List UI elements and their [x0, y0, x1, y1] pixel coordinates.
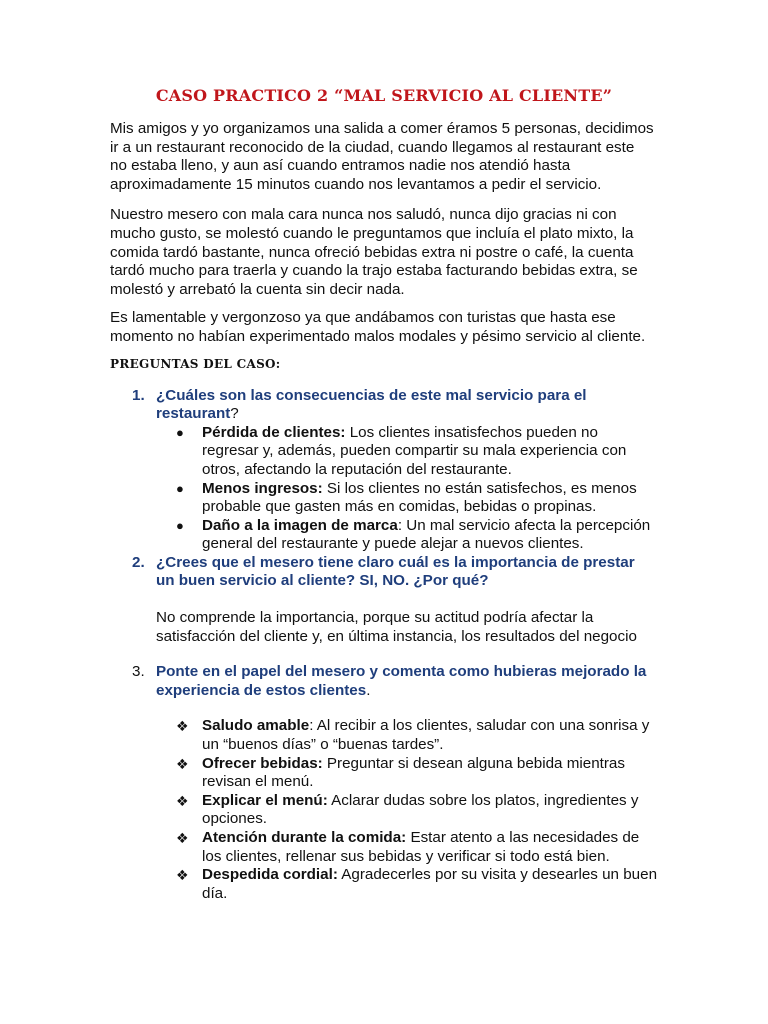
item-label: Despedida cordial: [202, 866, 338, 884]
question-tail: . [366, 681, 371, 699]
waiter-paragraph: Nuestro mesero con mala cara nunca nos saludó, nunca dijo gracias ni con mucho gusto, se molestó cuando le preguntamos que incluía el plato mixto, la comida tardó bastante, nunca ofreció bebidas extra ni postre o café, la cuenta tardó mucho para traerla y cuando la trajo estaba facturando bebidas extra, se molestó y arrebató la cuenta sin decir nada. [110, 206, 638, 298]
question-number: 2. [132, 553, 145, 571]
diamond-bullet-icon: ❖ [176, 718, 189, 735]
list-item [176, 479, 657, 517]
item-label: Ofrecer bebidas: [202, 754, 323, 772]
list-item [176, 423, 657, 480]
question-text: ¿Cuáles son las consecuencias de este mal servicio para el restaurant [156, 386, 587, 423]
question-text: ¿Crees que el mesero tiene claro cuál es la importancia de prestar un buen servicio al cliente? SI, NO. ¿Por qué? [156, 553, 635, 590]
question-3 [132, 663, 656, 700]
list-item [176, 754, 657, 792]
bullet-icon: ● [176, 424, 184, 440]
item-text: Estar atento a las necesidades de los clientes, rellenar sus bebidas y verificar si todo está bien. [202, 829, 640, 865]
list-item [176, 717, 657, 754]
item-label: Saludo amable [202, 717, 310, 735]
diamond-bullet-icon: ❖ [176, 792, 189, 809]
item-text: Preguntar si desean alguna bebida mientras revisan el menú. [202, 754, 625, 791]
question-text: Ponte en el papel del mesero y comenta como hubieras mejorado la experiencia de estos clientes [156, 663, 647, 699]
question-1-bullets [0, 424, 768, 554]
item-text: : Al recibir a los clientes, saludar con una sonrisa y un “buenos días” o “buenas tardes”. [202, 717, 650, 754]
item-text: : Un mal servicio afecta la percepción general del restaurante y puede alejar a nuevos clientes. [202, 516, 651, 553]
item-label: Explicar el menú: [202, 791, 328, 809]
list-item [176, 516, 657, 554]
intro-paragraph: Mis amigos y yo organizamos una salida a comer éramos 5 personas, decidimos ir a un restaurant reconocido de la ciudad, cuando llegamos al restaurant este no estaba lleno, y aun así cuando entramos nadie nos atendió hasta aproximadamente 15 minutos cuando nos levantamos a pedir el servicio. [110, 120, 654, 193]
question-number: 1. [132, 386, 145, 404]
bullet-icon: ● [176, 480, 184, 496]
diamond-bullet-icon: ❖ [176, 867, 189, 884]
question-3-list [0, 717, 768, 903]
question-tail: ? [230, 405, 239, 423]
diamond-bullet-icon: ❖ [176, 755, 189, 772]
item-label: Daño a la imagen de marca [202, 516, 398, 534]
question-number: 3. [132, 663, 145, 681]
item-label: Atención durante la comida: [202, 829, 407, 846]
list-item [176, 829, 657, 866]
item-label: Pérdida de clientes: [202, 423, 346, 441]
list-item [176, 866, 658, 903]
item-label: Menos ingresos: [202, 479, 323, 497]
question-2-answer: No comprende la importancia, porque su actitud podría afectar la satisfacción del cliente y, en última instancia, los resultados del negocio [156, 609, 637, 645]
item-text: Agradecerles por su visita y desearles un buen día. [202, 866, 658, 902]
section-heading: PREGUNTAS DEL CASO: [110, 356, 281, 371]
document-title: CASO PRACTICO 2 “MAL SERVICIO AL CLIENTE” [155, 86, 613, 105]
closing-paragraph: Es lamentable y vergonzoso ya que andábamos con turistas que hasta ese momento no habían experimentado malos modales y pésimo servicio al cliente. [110, 309, 646, 345]
item-text: Si los clientes no están satisfechos, es menos probable que gasten más en comidas, bebidas o propinas. [202, 479, 637, 516]
list-item [176, 791, 657, 829]
item-text: Los clientes insatisfechos pueden no regresar y, además, pueden compartir su mala experiencia con otros, afectando la reputación del restaurante. [202, 423, 627, 478]
bullet-icon: ● [176, 517, 184, 533]
item-text: Aclarar dudas sobre los platos, ingredientes y opciones. [202, 791, 639, 828]
question-1 [132, 386, 656, 424]
question-2 [132, 553, 656, 591]
diamond-bullet-icon: ❖ [176, 830, 189, 846]
